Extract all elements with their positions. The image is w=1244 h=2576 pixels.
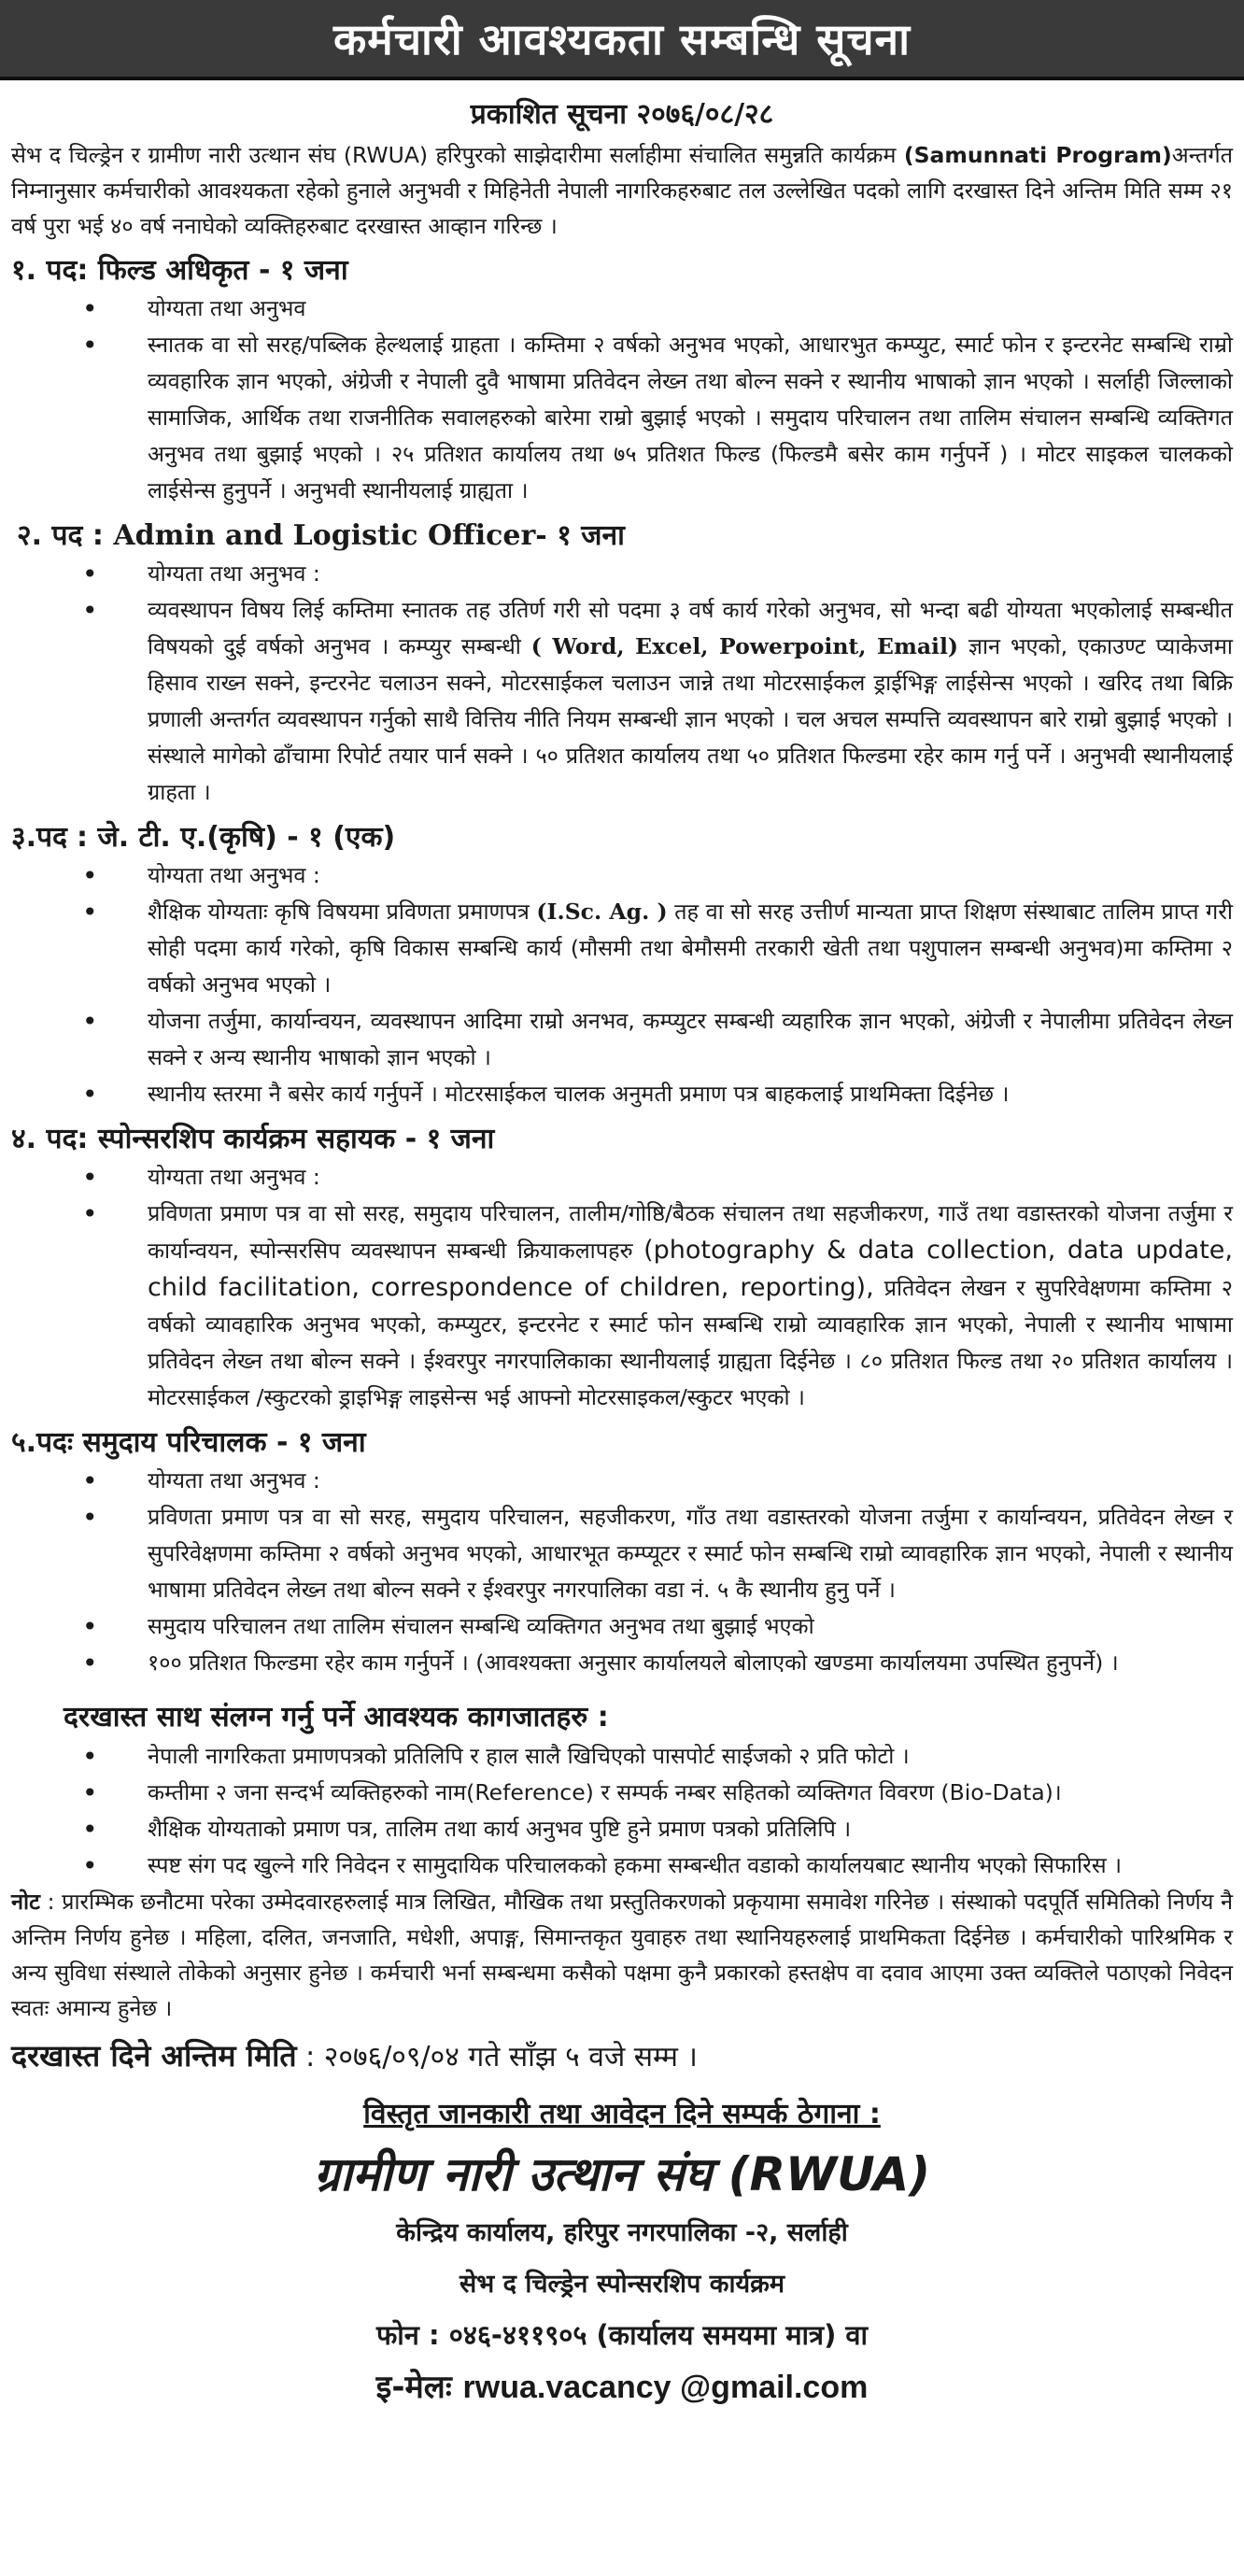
post-3-education (82, 894, 1233, 1003)
post-4-qual-label: • योग्यता तथा अनुभव : (82, 1159, 1233, 1196)
post-5-number: ५.पदः (11, 1426, 74, 1459)
post-3-isc: (I.Sc. Ag. ) (536, 899, 668, 925)
program-line: सेभ द चिल्ड्रेन स्पोन्सरशिप कार्यक्रम (459, 2270, 785, 2299)
intro-text-1: सेभ द चिल्ड्रेन र ग्रामीण नारी उत्थान संघ (RWUA) हरिपुरको साझेदारीमा सर्लाहीमा संचालित समुन्नति कार्यक्रम (11, 142, 904, 168)
deadline (11, 2035, 1233, 2078)
post-3-edu-b: तह वा सो सरह उत्तीर्ण मान्यता प्राप्त शिक्षण संस्थाबाट तालिम प्राप्त गरी सोही पदमा कार्य गरेको, कृषि विकास सम्बन्धि कार्य (मौसमी तथा बेमौसमी तरकारी खेती तथा पशुपालन सम्बन्धी अनुभव)मा कम्तिमा २ वर्षको अनुभव भएको । (148, 899, 1233, 998)
post-5-qual-label: • योग्यता तथा अनुभव : (82, 1463, 1233, 1499)
post-1-qual-label: • योग्यता तथा अनुभव (82, 290, 1233, 327)
documents-heading: दरखास्त साथ संलग्न गर्नु पर्ने आवश्यक कागजातहरु : (64, 1701, 609, 1734)
email-address[interactable]: rwua.vacancy @gmail.com (462, 2370, 869, 2405)
notice-title: कर्मचारी आवश्यकता सम्बन्धि सूचना (0, 0, 1244, 80)
post-3-list (11, 857, 1233, 1112)
post-2-description (82, 592, 1233, 811)
post-2-title-np: १ जना (546, 519, 625, 552)
post-3-title: : जे. टी. ए.(कृषि) - १ (एक) (77, 821, 396, 854)
post-5-experience: • समुदाय परिचालन तथा तालिम संचालन सम्बन्धि व्यक्तिगत अनुभव तथा बुझाई भएको (82, 1608, 1233, 1645)
post-2-software: ( Word, Excel, Powerpoint, Email) (530, 633, 959, 659)
post-2-desc-a: व्यवस्थापन विषय लिई कम्तिमा स्नातक तह उतिर्ण गरी सो पदमा ३ वर्ष कार्य गरेको अनुभव, सो भन्दा बढी योग्यता भएकोलाई सम्बन्धीत विषयको दुई वर्षको अनुभव । कम्प्युर सम्बन्धी (148, 597, 1233, 659)
post-3-qual-label: • योग्यता तथा अनुभव : (82, 857, 1233, 894)
post-2-qual-label: • योग्यता तथा अनुभव : (82, 556, 1233, 592)
post-2-number: २. पद (17, 519, 83, 552)
document-item: • नेपाली नागरिकता प्रमाणपत्रको प्रतिलिपि र हाल सालै खिचिएको पासपोर्ट साईजको २ प्रति फोटो । (82, 1738, 1233, 1775)
phone-line: फोन : ०४६-४११९०५ (कार्यालय समयमा मात्र) वा (375, 2319, 869, 2351)
post-4-activities: (photography & data collection, data update, child facilitation, correspondence of children, reporting), (148, 1236, 1233, 1302)
office-address: केन्द्रिय कार्यालय, हरिपुर नगरपालिका -२, सर्लाही (396, 2218, 848, 2247)
post-2-colon: : (92, 519, 104, 552)
post-2-title-en: Admin and Logistic Officer- (113, 519, 547, 552)
post-1-description: • स्नातक वा सो सरह/पब्लिक हेल्थलाई ग्राहता । कम्तिमा २ वर्षको अनुभव भएको, आधारभुत कम्प्युट, स्मार्ट फोन र इन्टरनेट सम्बन्धि राम्रो व्यवहारिक ज्ञान भएको, अंग्रेजी र नेपाली दुवै भाषामा प्रतिवेदन लेख्न तथा बोल्न सक्ने र स्थानीय भाषाको ज्ञान भएको । सर्लाही जिल्लाको सामाजिक, आर्थिक तथा राजनीतिक सवालहरुको बारेमा राम्रो बुझाई भएको । समुदाय परिचालन तथा तालिम संचालन सम्बन्धि व्यक्तिगत अनुभव तथा बुझाई भएको । २५ प्रतिशत कार्यालय तथा ७५ प्रतिशत फिल्ड (फिल्डमै बसेर काम गर्नुपर्ने ) । मोटर साइकल चालकको लाईसेन्स हुनुपर्ने । अनुभवी स्थानीयलाई ग्राह्यता । (82, 327, 1233, 509)
post-4-title: : स्पोन्सरशिप कार्यक्रम सहायक - १ जना (77, 1123, 495, 1155)
post-5-description: • प्रविणता प्रमाण पत्र वा सो सरह, समुदाय परिचालन, सहजीकरण, गाँउ तथा वडास्तरको योजना तर्जुमा र कार्यान्वयन, प्रतिवेदन लेख्न र सुपरिवेक्षणमा कम्तिमा २ वर्षको अनुभव भएको, आधारभूत कम्प्यूटर र स्मार्ट फोन सम्बन्धि राम्रो व्यावहारिक ज्ञान भएको, नेपाली र स्थानीय भाषामा प्रतिवेदन लेख्न तथा बोल्न सक्ने र ईश्वरपुर नगरपालिका वडा नं. ५ कै स्थानीय हुनु पर्ने । (82, 1499, 1233, 1608)
note-label: नोट (11, 1889, 40, 1915)
publication-date: प्रकाशित सूचना २०७६/०८/२८ (470, 98, 774, 131)
deadline-value: : २०७६/०९/०४ गते साँझ ५ वजे सम्म । (296, 2041, 698, 2074)
post-2-heading (17, 517, 1233, 556)
note-text: : प्रारम्भिक छनौटमा परेका उम्मेदवारहरुलाई मात्र लिखित, मौखिक तथा प्रस्तुतिकरणको प्रकृयामा समावेश गरिनेछ । संस्थाको पदपूर्ति समितिको निर्णय नै अन्तिम निर्णय हुनेछ । महिला, दलित, जनजाति, मधेशी, अपाङ्ग, सिमान्तकृत युवाहरु तथा स्थानियहरुलाई प्राथमिकता दिईनेछ । कर्मचारीको पारिश्रमिक र अन्य सुविधा संस्थाले तोकेको अनुसार हुनेछ । कर्मचारी भर्ना सम्बन्धमा कसैको पक्षमा कुनै प्रकारको हस्तक्षेप वा दवाव आएमा उक्त व्यक्तिले पठाएको निवेदन स्वतः अमान्य हुनेछ । (11, 1889, 1233, 2021)
post-4-heading (11, 1120, 1233, 1159)
post-5-title: समुदाय परिचालक - १ जना (82, 1426, 366, 1459)
documents-list (11, 1738, 1233, 1884)
post-4-number: ४. पद (11, 1123, 78, 1155)
post-3-number: ३.पद (11, 821, 67, 854)
program-name: (Samunnati Program) (903, 142, 1172, 168)
post-3-planning: • योजना तर्जुमा, कार्यान्वयन, व्यवस्थापन आदिमा राम्रो अनभव, कम्प्युटर सम्बन्धी व्यहारिक ज्ञान भएको, अंग्रेजी र नेपालीमा प्रतिवेदन लेख्न सक्ने र अन्य स्थानीय भाषाको ज्ञान भएको । (82, 1003, 1233, 1076)
post-3-heading (11, 818, 1233, 857)
post-2-list (11, 556, 1233, 811)
deadline-label: दरखास्त दिने अन्तिम मिति (11, 2038, 297, 2074)
post-5-field: • १०० प्रतिशत फिल्डमा रहेर काम गर्नुपर्ने । (आवश्यक्ता अनुसार कार्यालयले बोलाएको खण्डमा कार्यालयमा उपस्थित हुनुपर्ने) । (82, 1645, 1233, 1681)
document-item: • स्पष्ट संग पद खुल्ने गरि निवेदन र सामुदायिक परिचालकको हकमा सम्बन्धीत वडाको कार्यालयबाट स्थानीय भएको सिफारिस । (82, 1847, 1233, 1884)
post-5-list (11, 1463, 1233, 1681)
post-1-heading (11, 251, 1233, 290)
post-4-list (11, 1159, 1233, 1416)
post-1-title: : फिल्ड अधिकृत - १ जना (77, 254, 348, 287)
intro-paragraph (11, 137, 1233, 244)
contact-heading: विस्तृत जानकारी तथा आवेदन दिने सम्पर्क ठेगाना : (363, 2098, 881, 2130)
document-item: • कम्तीमा २ जना सन्दर्भ व्यक्तिहरुको नाम(Reference) र सम्पर्क नम्बर सहितको व्यक्तिगत विवरण (Bio-Data)। (82, 1775, 1233, 1811)
post-3-local: • स्थानीय स्तरमा नै बसेर कार्य गर्नुपर्ने । मोटरसाईकल चालक अनुमती प्रमाण पत्र बाहकलाई प्राथमिक्ता दिईनेछ । (82, 1076, 1233, 1112)
post-1-number: १. पद (11, 254, 78, 287)
note-paragraph (11, 1884, 1233, 2026)
post-2-desc-b: ज्ञान भएको, एकाउण्ट प्याकेजमा हिसाव राख्न सक्ने, इन्टरनेट चलाउन सक्ने, मोटरसाईकल चलाउन जान्ने तथा मोटरसाईकल ड्राईभिङ्ग लाईसेन्स भएको । खरिद तथा बिक्रि प्रणाली अन्तर्गत व्यवस्थापन गर्नुको साथै वित्तिय नीति नियम सम्बन्धी ज्ञान भएको । चल अचल सम्पत्ति व्यवस्थापन बारे राम्रो बुझाई भएको । संस्थाले मागेको ढाँचामा रिपोर्ट तयार पार्न सक्ने । ५० प्रतिशत कार्यालय तथा ५० प्रतिशत फिल्डमा रहेर काम गर्नु पर्ने । अनुभवी स्थानीयलाई ग्राहता । (148, 633, 1233, 805)
email-label: इ-मेलः (375, 2369, 463, 2406)
post-3-edu-a: शैक्षिक योग्यताः कृषि विषयमा प्रविणता प्रमाणपत्र (148, 899, 537, 925)
intro-text-2: अन्तर्गत निम्नानुसार कर्मचारीको आवश्यकता रहेको हुनाले अनुभवी र मिहिनेती नेपाली नागरिकहरुबाट तल उल्लेखित पदको लागि दरखास्त दिने अन्तिम मिति सम्म २१ वर्ष पुरा भई ४० वर्ष ननाघेको व्यक्तिहरुबाट दरखास्त आव्हान गरिन्छ । (11, 142, 1234, 239)
document-item: • शैक्षिक योग्यताको प्रमाण पत्र, तालिम तथा कार्य अनुभव पुष्टि हुने प्रमाण पत्रको प्रतिलिपि । (82, 1811, 1233, 1847)
post-5-heading (11, 1423, 1233, 1463)
post-4-desc-a: प्रविणता प्रमाण पत्र वा सो सरह, समुदाय परिचालन, तालीम/गोष्ठि/बैठक संचालन तथा सहजीकरण, गाउँ तथा वडास्तरको योजना तर्जुमा र कार्यान्वयन, स्पोन्सरसिप व्यवस्थापन सम्बन्धी क्रियाकलापहरु (148, 1200, 1233, 1264)
post-1-list (11, 290, 1233, 509)
post-4-description (82, 1196, 1233, 1416)
email-line (11, 2364, 1233, 2407)
organization-name: ग्रामीण नारी उत्थान संघ (RWUA) (313, 2147, 931, 2201)
post-4-desc-b: प्रतिवेदन लेखन र सुपरिवेक्षणमा कम्तिमा २ वर्षको व्यावहारिक अनुभव भएको, कम्प्युटर, इन्टरनेट र स्मार्ट फोन सम्बन्धि राम्रो व्यावहारिक ज्ञान भएको, नेपाली र स्थानीय भाषामा प्रतिवेदन लेख्न तथा बोल्न सक्ने । ईश्वरपुर नगरपालिकाका स्थानीयलाई ग्राह्यता दिईनेछ । ८० प्रतिशत फिल्ड तथा २० प्रतिशत कार्यालय । मोटरसाईकल /स्कुटरको ड्राइभिङ्ग लाइसेन्स भई आफ्नो मोटरसाइकल/स्कुटर भएको । (148, 1275, 1233, 1410)
